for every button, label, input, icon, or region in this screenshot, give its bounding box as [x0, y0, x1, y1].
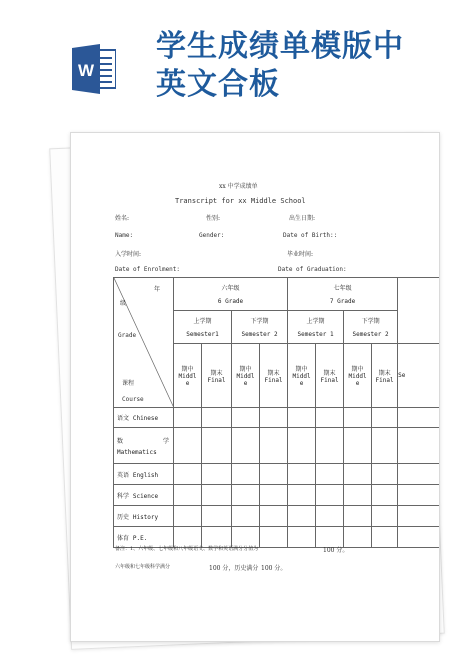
subject-history	[114, 506, 174, 527]
subject-cn: 语文	[117, 415, 130, 422]
final-header-3	[316, 344, 344, 408]
score-cell	[232, 428, 260, 464]
mid-cn: 期中	[351, 366, 364, 373]
subject-chinese	[114, 408, 174, 428]
label-grad-cn: 毕业时间:	[287, 251, 314, 258]
header-title-line1: 学生成绩单模版中	[156, 29, 404, 64]
score-cell	[344, 485, 372, 506]
score-cell	[398, 428, 440, 464]
final-cn: 期末	[378, 369, 391, 377]
score-cell	[260, 464, 288, 485]
doc-title-en: Transcript for xx Middle School	[175, 197, 306, 205]
score-cell	[316, 506, 344, 527]
grade7-header	[288, 278, 398, 311]
g7-sem2-cn: 下学期	[361, 318, 380, 325]
mid-header-2	[232, 344, 260, 408]
diag-label-grade-cn: 级	[120, 300, 127, 307]
grade7-cn: 七年级	[333, 285, 352, 292]
score-cell	[288, 464, 316, 485]
g6-sem1-header	[174, 311, 232, 344]
score-cell	[372, 527, 398, 548]
mid-header-3	[288, 344, 316, 408]
diag-label-course-en: Course	[122, 396, 144, 403]
score-cell	[288, 428, 316, 464]
g7-sem1-header	[288, 311, 344, 344]
score-cell	[202, 408, 232, 428]
score-cell	[232, 506, 260, 527]
subject-cn: 数	[117, 437, 124, 445]
score-cell	[174, 408, 202, 428]
mid-cn: 期中	[295, 366, 308, 373]
grade7-en: 7 Grade	[329, 298, 356, 305]
label-gender-cn: 性别:	[206, 215, 221, 222]
mid-cn: 期中	[181, 366, 194, 373]
score-cell	[344, 428, 372, 464]
score-cell	[232, 408, 260, 428]
score-cell	[372, 408, 398, 428]
diagonal-header-cell	[114, 278, 174, 408]
subject-english	[114, 464, 174, 485]
mid-header-1	[174, 344, 202, 408]
page-header-title	[156, 28, 456, 104]
subject-cn: 科学	[117, 492, 130, 500]
score-cell	[260, 408, 288, 428]
mid-en1: Middl	[348, 373, 367, 380]
g6-sem2-en: Semester 2	[241, 331, 278, 338]
document-page	[70, 132, 440, 642]
diag-label-course-cn: 课程	[122, 380, 135, 387]
subject-en: Mathematics	[117, 448, 157, 456]
final-en: Final	[320, 376, 339, 384]
subject-en: Chinese	[132, 415, 159, 422]
score-cell	[288, 527, 316, 548]
subject-math	[114, 428, 174, 464]
score-cell	[398, 408, 440, 428]
subject-en: History	[132, 513, 159, 521]
label-birth-en: Date of Birth::	[283, 232, 338, 239]
g7-sem2-en: Semester 2	[352, 331, 389, 338]
mid-en1: Middl	[236, 373, 255, 380]
g6-sem1-en: Semester1	[186, 331, 219, 338]
mid-header-4	[344, 344, 372, 408]
label-birth-cn: 出生日期:	[289, 215, 316, 222]
doc-title-cn: xx 中学成绩单	[219, 183, 258, 190]
score-cell	[260, 527, 288, 548]
final-cn: 期末	[267, 369, 280, 377]
g7-sem1-cn: 上学期	[306, 318, 325, 325]
grade6-en: 6 Grade	[217, 298, 244, 305]
mid-en1: Middl	[292, 373, 311, 380]
final-cn: 期末	[210, 369, 223, 377]
label-name-en: Name:	[115, 232, 134, 239]
score-cell	[344, 506, 372, 527]
grade6-cn: 六年级	[221, 285, 240, 292]
score-cell	[372, 464, 398, 485]
score-cell	[260, 485, 288, 506]
cut-off-column-label: Se	[398, 344, 440, 408]
note-line-2: 六年级和七年级科学满分	[115, 564, 171, 570]
mid-cn: 期中	[239, 366, 252, 373]
score-cell	[202, 485, 232, 506]
score-cell	[202, 464, 232, 485]
cut-off-column	[398, 278, 440, 344]
g6-sem2-header	[232, 311, 288, 344]
g6-sem1-cn: 上学期	[193, 318, 212, 325]
score-cell	[398, 527, 440, 548]
score-cell	[372, 485, 398, 506]
final-en: Final	[375, 376, 394, 384]
mid-en2: e	[299, 380, 304, 387]
score-cell	[316, 464, 344, 485]
score-cell	[398, 506, 440, 527]
score-cell	[398, 485, 440, 506]
mid-en2: e	[355, 380, 360, 387]
label-enrol-en: Date of Enrolment:	[115, 266, 181, 273]
score-cell	[316, 408, 344, 428]
score-cell	[288, 485, 316, 506]
score-cell	[260, 428, 288, 464]
final-cn: 期末	[323, 369, 336, 377]
mid-en1: Middl	[178, 373, 197, 380]
label-name-cn: 姓名:	[115, 215, 130, 222]
final-en: Final	[264, 376, 283, 384]
note-line-1-end: 100 分。	[323, 547, 349, 554]
subject-cn2: 学	[162, 437, 169, 445]
score-cell	[316, 428, 344, 464]
header-title-line2: 英文合板	[156, 67, 280, 102]
score-cell	[202, 428, 232, 464]
final-header-4	[372, 344, 398, 408]
subject-cn: 历史	[117, 513, 130, 521]
diag-label-year: 年	[154, 286, 161, 293]
note-line-2-mid: 100 分，历史满分	[209, 565, 259, 572]
label-gender-en: Gender:	[199, 232, 225, 239]
word-document-icon	[72, 44, 116, 94]
subject-en: Science	[132, 492, 159, 500]
g6-sem2-cn: 下学期	[250, 318, 269, 325]
subject-en: English	[132, 471, 159, 479]
score-cell	[372, 428, 398, 464]
g7-sem1-en: Semester 1	[297, 331, 334, 338]
score-cell	[202, 506, 232, 527]
final-header-1	[202, 344, 232, 408]
label-enrol-cn: 入学时间:	[115, 251, 142, 258]
svg-text:W: W	[77, 61, 95, 80]
score-cell	[174, 506, 202, 527]
label-grad-en: Date of Graduation:	[278, 266, 347, 273]
score-cell	[232, 464, 260, 485]
score-cell	[174, 485, 202, 506]
score-cell	[344, 464, 372, 485]
subject-science	[114, 485, 174, 506]
final-header-2	[260, 344, 288, 408]
note-line-2-end: 100 分。	[261, 565, 287, 572]
subject-cn: 英语	[117, 471, 130, 479]
score-cell	[316, 485, 344, 506]
note-line-1: 备注：1、六年级、七年级和八年级语文、数学和英语满分分值为	[115, 546, 259, 552]
score-cell	[288, 408, 316, 428]
mid-en2: e	[243, 380, 248, 387]
score-cell	[174, 464, 202, 485]
score-cell	[174, 428, 202, 464]
grade6-header	[174, 278, 288, 311]
grades-table	[113, 277, 440, 548]
mid-en2: e	[185, 380, 190, 387]
score-cell	[344, 408, 372, 428]
final-en: Final	[207, 376, 226, 384]
score-cell	[372, 506, 398, 527]
score-cell	[288, 506, 316, 527]
g7-sem2-header	[344, 311, 398, 344]
score-cell	[398, 464, 440, 485]
score-cell	[260, 506, 288, 527]
subject-cn: 体育	[117, 534, 130, 542]
score-cell	[232, 485, 260, 506]
subject-en: P.E.	[132, 534, 148, 542]
diag-label-grade-en: Grade	[118, 332, 137, 339]
